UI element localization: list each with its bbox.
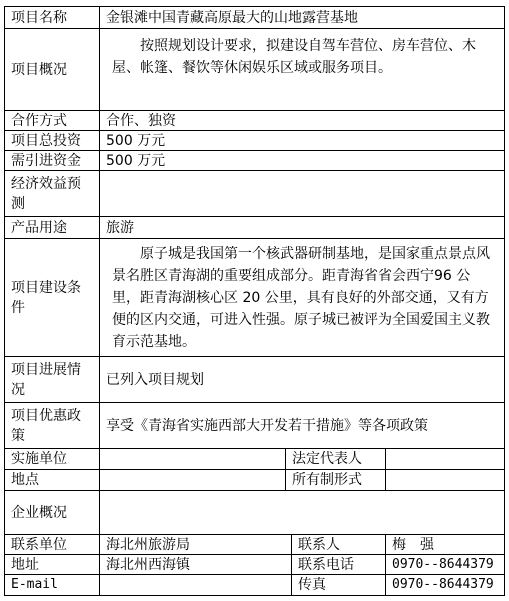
value-project-policy: 享受《青海省实施西部大开发若干措施》等各项政策: [100, 403, 505, 449]
label-project-policy: 项目优惠政策: [4, 403, 100, 449]
label-construction-conditions: 项目建设条件: [4, 239, 100, 357]
label-contact-address: 地址: [4, 555, 100, 575]
label-economic-benefit: 经济效益预测: [4, 171, 100, 217]
label-project-name: 项目名称: [4, 6, 100, 29]
value-contact-person: 梅 强: [386, 535, 505, 555]
value-total-investment: 500 万元: [100, 131, 505, 151]
value-enterprise-overview: [100, 491, 505, 535]
value-legal-rep: [386, 449, 505, 470]
value-project-name: 金银滩中国青藏高原最大的山地露营基地: [100, 6, 505, 29]
label-required-investment: 需引进资金: [4, 151, 100, 171]
value-implementer: [100, 449, 286, 470]
label-project-progress: 项目进展情况: [4, 357, 100, 403]
label-ownership: 所有制形式: [286, 470, 386, 491]
value-contact-phone: 0970--8644379: [386, 555, 505, 575]
value-contact-unit: 海北州旅游局: [100, 535, 292, 555]
value-cooperation: 合作、独资: [100, 111, 505, 131]
value-email: [100, 575, 292, 596]
label-total-investment: 项目总投资: [4, 131, 100, 151]
label-contact-person: 联系人: [292, 535, 386, 555]
label-location: 地点: [4, 470, 100, 491]
value-ownership: [386, 470, 505, 491]
label-product-usage: 产品用途: [4, 217, 100, 239]
value-contact-address: 海北州西海镇: [100, 555, 292, 575]
overview-text: 按照规划设计要求，拟建设自驾车营位、房车营位、木屋、帐篷、餐饮等休闲娱乐区域或服务项目。: [112, 38, 476, 76]
value-project-progress: 已列入项目规划: [100, 357, 505, 403]
label-enterprise-overview: 企业概况: [4, 491, 100, 535]
conditions-text: 原子城是我国第一个核武器研制基地，是国家重点景点风景名胜区青海湖的重要组成部分。距青海省省会西宁96 公里，距青海湖核心区 20 公里，具有良好的外部交通，又有方便的区内交通，可进入性强。原子城已被评为全国爱国主义教育示范基地。: [112, 246, 490, 350]
label-fax: 传真: [292, 575, 386, 596]
label-contact-phone: 联系电话: [292, 555, 386, 575]
value-project-overview: [100, 29, 505, 111]
value-construction-conditions: [100, 239, 505, 357]
value-location: [100, 470, 286, 491]
value-fax: 0970--8644379: [386, 575, 505, 596]
value-required-investment: 500 万元: [100, 151, 505, 171]
value-product-usage: 旅游: [100, 217, 505, 239]
label-email: E-mail: [4, 575, 100, 596]
label-contact-unit: 联系单位: [4, 535, 100, 555]
value-economic-benefit: [100, 171, 505, 217]
label-legal-rep: 法定代表人: [286, 449, 386, 470]
label-cooperation: 合作方式: [4, 111, 100, 131]
label-project-overview: 项目概况: [4, 29, 100, 111]
label-implementer: 实施单位: [4, 449, 100, 470]
